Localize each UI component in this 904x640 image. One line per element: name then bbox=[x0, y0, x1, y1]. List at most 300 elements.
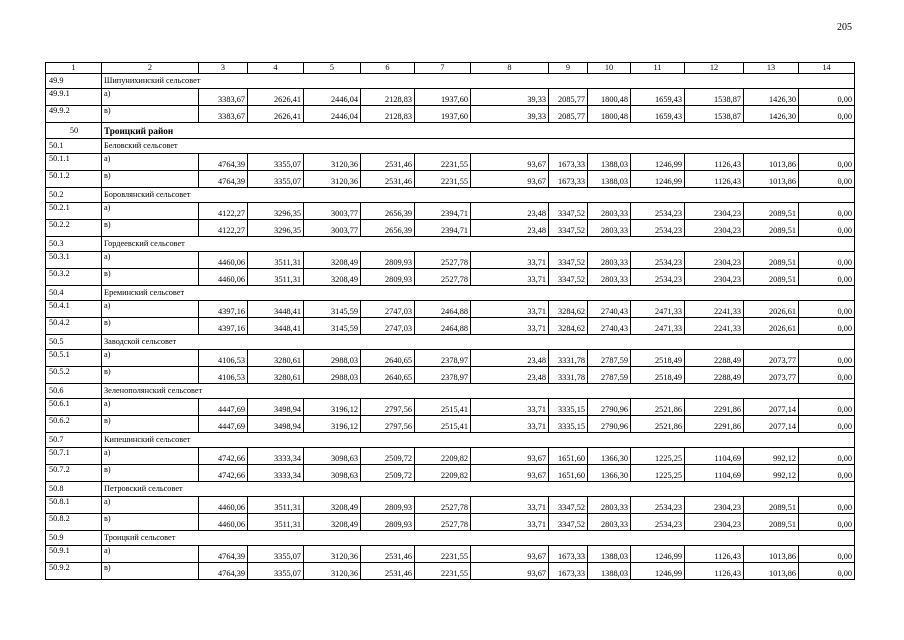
value-cell: 33,71 bbox=[471, 497, 549, 514]
row-code: 50.2.2 bbox=[46, 220, 102, 237]
value-cell: 2231,55 bbox=[415, 563, 471, 580]
value-cell: 2534,23 bbox=[631, 269, 685, 286]
table-row bbox=[46, 89, 855, 106]
value-cell: 4742,66 bbox=[199, 448, 248, 465]
row-code: 50.6 bbox=[46, 384, 102, 399]
value-cell: 1013,86 bbox=[744, 171, 799, 188]
table-row bbox=[46, 318, 855, 335]
value-cell: 3333,34 bbox=[248, 448, 304, 465]
value-cell: 2446,04 bbox=[304, 106, 361, 123]
value-cell: 0,00 bbox=[799, 269, 855, 286]
settlement-row bbox=[46, 531, 855, 546]
value-cell: 1937,60 bbox=[415, 106, 471, 123]
table-row bbox=[46, 252, 855, 269]
value-cell: 1225,25 bbox=[631, 465, 685, 482]
value-cell: 4764,39 bbox=[199, 171, 248, 188]
settlement-name: Петровский сельсовет bbox=[102, 482, 855, 497]
value-cell: 1246,99 bbox=[631, 546, 685, 563]
row-code: 50.7 bbox=[46, 433, 102, 448]
table-row bbox=[46, 497, 855, 514]
value-cell: 2626,41 bbox=[248, 106, 304, 123]
value-cell: 3120,36 bbox=[304, 563, 361, 580]
value-cell: 2656,39 bbox=[361, 220, 415, 237]
value-cell: 3335,15 bbox=[549, 416, 588, 433]
row-code: 50.3 bbox=[46, 237, 102, 252]
value-cell: 1104,69 bbox=[685, 448, 744, 465]
value-cell: 1426,30 bbox=[744, 89, 799, 106]
value-cell: 2288,49 bbox=[685, 367, 744, 384]
table-body bbox=[46, 63, 855, 580]
row-label: а) bbox=[102, 448, 199, 465]
settlement-name: Зеленополянский сельсовет bbox=[102, 384, 855, 399]
value-cell: 2803,33 bbox=[588, 269, 631, 286]
value-cell: 3003,77 bbox=[304, 203, 361, 220]
value-cell: 0,00 bbox=[799, 367, 855, 384]
value-cell: 2085,77 bbox=[549, 89, 588, 106]
value-cell: 2803,33 bbox=[588, 252, 631, 269]
row-label: в) bbox=[102, 563, 199, 580]
column-number: 12 bbox=[685, 63, 744, 74]
value-cell: 2089,51 bbox=[744, 269, 799, 286]
value-cell: 4106,53 bbox=[199, 367, 248, 384]
value-cell: 3196,12 bbox=[304, 399, 361, 416]
value-cell: 3280,61 bbox=[248, 367, 304, 384]
value-cell: 2626,41 bbox=[248, 89, 304, 106]
district-row bbox=[46, 123, 855, 139]
column-number: 2 bbox=[102, 63, 199, 74]
row-label: а) bbox=[102, 154, 199, 171]
table-row bbox=[46, 106, 855, 123]
value-cell: 992,12 bbox=[744, 465, 799, 482]
value-cell: 3511,31 bbox=[248, 497, 304, 514]
value-cell: 2209,82 bbox=[415, 465, 471, 482]
value-cell: 0,00 bbox=[799, 546, 855, 563]
value-cell: 1246,99 bbox=[631, 171, 685, 188]
value-cell: 3511,31 bbox=[248, 252, 304, 269]
column-number: 5 bbox=[304, 63, 361, 74]
value-cell: 93,67 bbox=[471, 154, 549, 171]
value-cell: 3498,94 bbox=[248, 399, 304, 416]
row-code: 50.2 bbox=[46, 188, 102, 203]
value-cell: 2740,43 bbox=[588, 301, 631, 318]
table-row bbox=[46, 301, 855, 318]
row-code: 50.6.2 bbox=[46, 416, 102, 433]
value-cell: 2378,97 bbox=[415, 367, 471, 384]
row-code: 50.3.1 bbox=[46, 252, 102, 269]
value-cell: 1013,86 bbox=[744, 546, 799, 563]
row-code: 49.9.1 bbox=[46, 89, 102, 106]
row-code: 50.4 bbox=[46, 286, 102, 301]
value-cell: 1366,30 bbox=[588, 465, 631, 482]
value-cell: 1800,48 bbox=[588, 89, 631, 106]
value-cell: 3098,63 bbox=[304, 465, 361, 482]
value-cell: 23,48 bbox=[471, 220, 549, 237]
value-cell: 23,48 bbox=[471, 367, 549, 384]
value-cell: 2534,23 bbox=[631, 497, 685, 514]
row-label: в) bbox=[102, 269, 199, 286]
value-cell: 2640,65 bbox=[361, 350, 415, 367]
table-row bbox=[46, 448, 855, 465]
row-code: 50.4.2 bbox=[46, 318, 102, 335]
value-cell: 2241,33 bbox=[685, 301, 744, 318]
value-cell: 3120,36 bbox=[304, 546, 361, 563]
value-cell: 2531,46 bbox=[361, 563, 415, 580]
value-cell: 2527,78 bbox=[415, 497, 471, 514]
value-cell: 2509,72 bbox=[361, 448, 415, 465]
settlement-row bbox=[46, 433, 855, 448]
value-cell: 0,00 bbox=[799, 497, 855, 514]
value-cell: 2231,55 bbox=[415, 546, 471, 563]
value-cell: 2471,33 bbox=[631, 301, 685, 318]
value-cell: 1538,87 bbox=[685, 89, 744, 106]
value-cell: 3511,31 bbox=[248, 514, 304, 531]
value-cell: 4106,53 bbox=[199, 350, 248, 367]
value-cell: 4397,16 bbox=[199, 301, 248, 318]
value-cell: 0,00 bbox=[799, 318, 855, 335]
value-cell: 2089,51 bbox=[744, 514, 799, 531]
value-cell: 2787,59 bbox=[588, 367, 631, 384]
value-cell: 1013,86 bbox=[744, 563, 799, 580]
value-cell: 3208,49 bbox=[304, 269, 361, 286]
value-cell: 1366,30 bbox=[588, 448, 631, 465]
value-cell: 2464,88 bbox=[415, 301, 471, 318]
value-cell: 2790,96 bbox=[588, 416, 631, 433]
value-cell: 2787,59 bbox=[588, 350, 631, 367]
settlement-row bbox=[46, 74, 855, 89]
value-cell: 33,71 bbox=[471, 318, 549, 335]
table-row bbox=[46, 350, 855, 367]
value-cell: 2534,23 bbox=[631, 220, 685, 237]
value-cell: 33,71 bbox=[471, 269, 549, 286]
value-cell: 3347,52 bbox=[549, 269, 588, 286]
value-cell: 2521,86 bbox=[631, 399, 685, 416]
value-cell: 0,00 bbox=[799, 220, 855, 237]
value-cell: 2026,61 bbox=[744, 301, 799, 318]
value-cell: 2464,88 bbox=[415, 318, 471, 335]
value-cell: 2304,23 bbox=[685, 514, 744, 531]
value-cell: 93,67 bbox=[471, 448, 549, 465]
value-cell: 0,00 bbox=[799, 301, 855, 318]
table-row bbox=[46, 171, 855, 188]
row-label: а) bbox=[102, 497, 199, 514]
value-cell: 2077,14 bbox=[744, 416, 799, 433]
table-row bbox=[46, 465, 855, 482]
value-cell: 0,00 bbox=[799, 89, 855, 106]
value-cell: 2304,23 bbox=[685, 269, 744, 286]
value-cell: 1225,25 bbox=[631, 448, 685, 465]
row-code: 50.9 bbox=[46, 531, 102, 546]
value-cell: 0,00 bbox=[799, 106, 855, 123]
value-cell: 3208,49 bbox=[304, 252, 361, 269]
value-cell: 3331,78 bbox=[549, 350, 588, 367]
table-row bbox=[46, 154, 855, 171]
value-cell: 3331,78 bbox=[549, 367, 588, 384]
value-cell: 2085,77 bbox=[549, 106, 588, 123]
value-cell: 3120,36 bbox=[304, 154, 361, 171]
value-cell: 33,71 bbox=[471, 301, 549, 318]
value-cell: 39,33 bbox=[471, 89, 549, 106]
value-cell: 2988,03 bbox=[304, 367, 361, 384]
row-code: 50.9.2 bbox=[46, 563, 102, 580]
value-cell: 0,00 bbox=[799, 465, 855, 482]
value-cell: 2531,46 bbox=[361, 171, 415, 188]
value-cell: 4122,27 bbox=[199, 220, 248, 237]
value-cell: 3284,62 bbox=[549, 301, 588, 318]
value-cell: 93,67 bbox=[471, 546, 549, 563]
value-cell: 33,71 bbox=[471, 399, 549, 416]
value-cell: 2534,23 bbox=[631, 514, 685, 531]
settlement-name: Боровлянский сельсовет bbox=[102, 188, 855, 203]
row-label: в) bbox=[102, 220, 199, 237]
row-label: а) bbox=[102, 89, 199, 106]
value-cell: 0,00 bbox=[799, 448, 855, 465]
row-label: а) bbox=[102, 399, 199, 416]
table-row bbox=[46, 399, 855, 416]
value-cell: 2378,97 bbox=[415, 350, 471, 367]
settlement-name: Заводской сельсовет bbox=[102, 335, 855, 350]
settlement-name: Шипунихинский сельсовет bbox=[102, 74, 855, 89]
value-cell: 2291,86 bbox=[685, 399, 744, 416]
value-cell: 2640,65 bbox=[361, 367, 415, 384]
row-code: 49.9 bbox=[46, 74, 102, 89]
value-cell: 2803,33 bbox=[588, 203, 631, 220]
row-code: 50.1.1 bbox=[46, 154, 102, 171]
value-cell: 2304,23 bbox=[685, 252, 744, 269]
value-cell: 1126,43 bbox=[685, 563, 744, 580]
row-label: а) bbox=[102, 203, 199, 220]
settlement-row bbox=[46, 139, 855, 154]
district-name: Троицкий район bbox=[102, 123, 855, 139]
value-cell: 4460,06 bbox=[199, 497, 248, 514]
value-cell: 1426,30 bbox=[744, 106, 799, 123]
value-cell: 33,71 bbox=[471, 416, 549, 433]
value-cell: 4764,39 bbox=[199, 546, 248, 563]
value-cell: 2797,56 bbox=[361, 399, 415, 416]
settlement-row bbox=[46, 335, 855, 350]
value-cell: 2073,77 bbox=[744, 367, 799, 384]
value-cell: 1673,33 bbox=[549, 171, 588, 188]
value-cell: 3347,52 bbox=[549, 514, 588, 531]
value-cell: 1104,69 bbox=[685, 465, 744, 482]
value-cell: 2304,23 bbox=[685, 497, 744, 514]
row-code: 50.7.2 bbox=[46, 465, 102, 482]
row-label: в) bbox=[102, 318, 199, 335]
value-cell: 2809,93 bbox=[361, 497, 415, 514]
column-number: 1 bbox=[46, 63, 102, 74]
row-label: в) bbox=[102, 416, 199, 433]
value-cell: 3284,62 bbox=[549, 318, 588, 335]
value-cell: 2509,72 bbox=[361, 465, 415, 482]
value-cell: 2471,33 bbox=[631, 318, 685, 335]
value-cell: 93,67 bbox=[471, 171, 549, 188]
value-cell: 2304,23 bbox=[685, 203, 744, 220]
table-row bbox=[46, 546, 855, 563]
settlement-name: Кипешинский сельсовет bbox=[102, 433, 855, 448]
value-cell: 1937,60 bbox=[415, 89, 471, 106]
value-cell: 2128,83 bbox=[361, 106, 415, 123]
column-number: 11 bbox=[631, 63, 685, 74]
row-code: 50.8 bbox=[46, 482, 102, 497]
value-cell: 1673,33 bbox=[549, 154, 588, 171]
settlement-name: Гордеевский сельсовет bbox=[102, 237, 855, 252]
value-cell: 2288,49 bbox=[685, 350, 744, 367]
column-number: 7 bbox=[415, 63, 471, 74]
row-code: 50.5.1 bbox=[46, 350, 102, 367]
value-cell: 2394,71 bbox=[415, 203, 471, 220]
row-label: а) bbox=[102, 301, 199, 318]
settlement-row bbox=[46, 237, 855, 252]
value-cell: 0,00 bbox=[799, 563, 855, 580]
row-code: 50.7.1 bbox=[46, 448, 102, 465]
column-number: 10 bbox=[588, 63, 631, 74]
value-cell: 0,00 bbox=[799, 154, 855, 171]
value-cell: 2790,96 bbox=[588, 399, 631, 416]
table-row bbox=[46, 367, 855, 384]
value-cell: 1659,43 bbox=[631, 89, 685, 106]
value-cell: 4447,69 bbox=[199, 399, 248, 416]
value-cell: 3296,35 bbox=[248, 203, 304, 220]
value-cell: 1538,87 bbox=[685, 106, 744, 123]
value-cell: 3208,49 bbox=[304, 514, 361, 531]
row-code: 50.6.1 bbox=[46, 399, 102, 416]
value-cell: 2534,23 bbox=[631, 203, 685, 220]
value-cell: 3448,41 bbox=[248, 301, 304, 318]
value-cell: 3208,49 bbox=[304, 497, 361, 514]
value-cell: 2521,86 bbox=[631, 416, 685, 433]
value-cell: 1013,86 bbox=[744, 154, 799, 171]
value-cell: 2527,78 bbox=[415, 252, 471, 269]
value-cell: 4460,06 bbox=[199, 514, 248, 531]
value-cell: 4397,16 bbox=[199, 318, 248, 335]
row-label: в) bbox=[102, 106, 199, 123]
value-cell: 2531,46 bbox=[361, 154, 415, 171]
value-cell: 2241,33 bbox=[685, 318, 744, 335]
value-cell: 3347,52 bbox=[549, 252, 588, 269]
value-cell: 23,48 bbox=[471, 203, 549, 220]
value-cell: 992,12 bbox=[744, 448, 799, 465]
value-cell: 2531,46 bbox=[361, 546, 415, 563]
value-cell: 93,67 bbox=[471, 563, 549, 580]
value-cell: 2515,41 bbox=[415, 416, 471, 433]
value-cell: 1126,43 bbox=[685, 154, 744, 171]
row-label: а) bbox=[102, 350, 199, 367]
value-cell: 4764,39 bbox=[199, 563, 248, 580]
value-cell: 2518,49 bbox=[631, 350, 685, 367]
value-cell: 3335,15 bbox=[549, 399, 588, 416]
value-cell: 1126,43 bbox=[685, 546, 744, 563]
value-cell: 2089,51 bbox=[744, 220, 799, 237]
row-label: в) bbox=[102, 171, 199, 188]
value-cell: 3296,35 bbox=[248, 220, 304, 237]
table-row bbox=[46, 416, 855, 433]
value-cell: 3448,41 bbox=[248, 318, 304, 335]
row-code: 50.1.2 bbox=[46, 171, 102, 188]
value-cell: 1388,03 bbox=[588, 154, 631, 171]
value-cell: 3196,12 bbox=[304, 416, 361, 433]
value-cell: 2231,55 bbox=[415, 171, 471, 188]
value-cell: 2988,03 bbox=[304, 350, 361, 367]
value-cell: 1388,03 bbox=[588, 546, 631, 563]
value-cell: 3383,67 bbox=[199, 106, 248, 123]
value-cell: 2231,55 bbox=[415, 154, 471, 171]
value-cell: 3098,63 bbox=[304, 448, 361, 465]
value-cell: 3498,94 bbox=[248, 416, 304, 433]
value-cell: 2809,93 bbox=[361, 514, 415, 531]
value-cell: 2128,83 bbox=[361, 89, 415, 106]
value-cell: 4764,39 bbox=[199, 154, 248, 171]
settlement-name: Ереминский сельсовет bbox=[102, 286, 855, 301]
value-cell: 0,00 bbox=[799, 416, 855, 433]
value-cell: 4460,06 bbox=[199, 252, 248, 269]
row-code: 50.5 bbox=[46, 335, 102, 350]
column-number: 9 bbox=[549, 63, 588, 74]
settlement-name: Троицкий сельсовет bbox=[102, 531, 855, 546]
value-cell: 3383,67 bbox=[199, 89, 248, 106]
settlement-row bbox=[46, 188, 855, 203]
value-cell: 2394,71 bbox=[415, 220, 471, 237]
table-row bbox=[46, 220, 855, 237]
column-number: 6 bbox=[361, 63, 415, 74]
table-row bbox=[46, 269, 855, 286]
value-cell: 1673,33 bbox=[549, 546, 588, 563]
row-code: 50.3.2 bbox=[46, 269, 102, 286]
value-cell: 2515,41 bbox=[415, 399, 471, 416]
row-label: в) bbox=[102, 514, 199, 531]
value-cell: 2291,86 bbox=[685, 416, 744, 433]
value-cell: 3355,07 bbox=[248, 563, 304, 580]
value-cell: 2077,14 bbox=[744, 399, 799, 416]
value-cell: 1246,99 bbox=[631, 154, 685, 171]
row-code: 50.4.1 bbox=[46, 301, 102, 318]
value-cell: 2446,04 bbox=[304, 89, 361, 106]
value-cell: 2089,51 bbox=[744, 203, 799, 220]
value-cell: 1659,43 bbox=[631, 106, 685, 123]
table-row bbox=[46, 203, 855, 220]
column-number: 8 bbox=[471, 63, 549, 74]
value-cell: 33,71 bbox=[471, 514, 549, 531]
value-cell: 2797,56 bbox=[361, 416, 415, 433]
table-row bbox=[46, 563, 855, 580]
row-code: 50.8.2 bbox=[46, 514, 102, 531]
value-cell: 0,00 bbox=[799, 171, 855, 188]
row-code: 49.9.2 bbox=[46, 106, 102, 123]
value-cell: 4742,66 bbox=[199, 465, 248, 482]
value-cell: 3347,52 bbox=[549, 203, 588, 220]
page-number: 205 bbox=[837, 22, 852, 33]
value-cell: 4460,06 bbox=[199, 269, 248, 286]
row-code: 50.5.2 bbox=[46, 367, 102, 384]
value-cell: 2534,23 bbox=[631, 252, 685, 269]
value-cell: 2740,43 bbox=[588, 318, 631, 335]
value-cell: 2527,78 bbox=[415, 269, 471, 286]
value-cell: 23,48 bbox=[471, 350, 549, 367]
value-cell: 2089,51 bbox=[744, 252, 799, 269]
value-cell: 39,33 bbox=[471, 106, 549, 123]
row-label: в) bbox=[102, 367, 199, 384]
column-number: 13 bbox=[744, 63, 799, 74]
value-cell: 2656,39 bbox=[361, 203, 415, 220]
value-cell: 33,71 bbox=[471, 252, 549, 269]
value-cell: 2026,61 bbox=[744, 318, 799, 335]
row-code: 50.1 bbox=[46, 139, 102, 154]
value-cell: 4122,27 bbox=[199, 203, 248, 220]
value-cell: 0,00 bbox=[799, 203, 855, 220]
value-cell: 3347,52 bbox=[549, 497, 588, 514]
value-cell: 3333,34 bbox=[248, 465, 304, 482]
value-cell: 3355,07 bbox=[248, 171, 304, 188]
row-label: а) bbox=[102, 252, 199, 269]
table-row bbox=[46, 514, 855, 531]
